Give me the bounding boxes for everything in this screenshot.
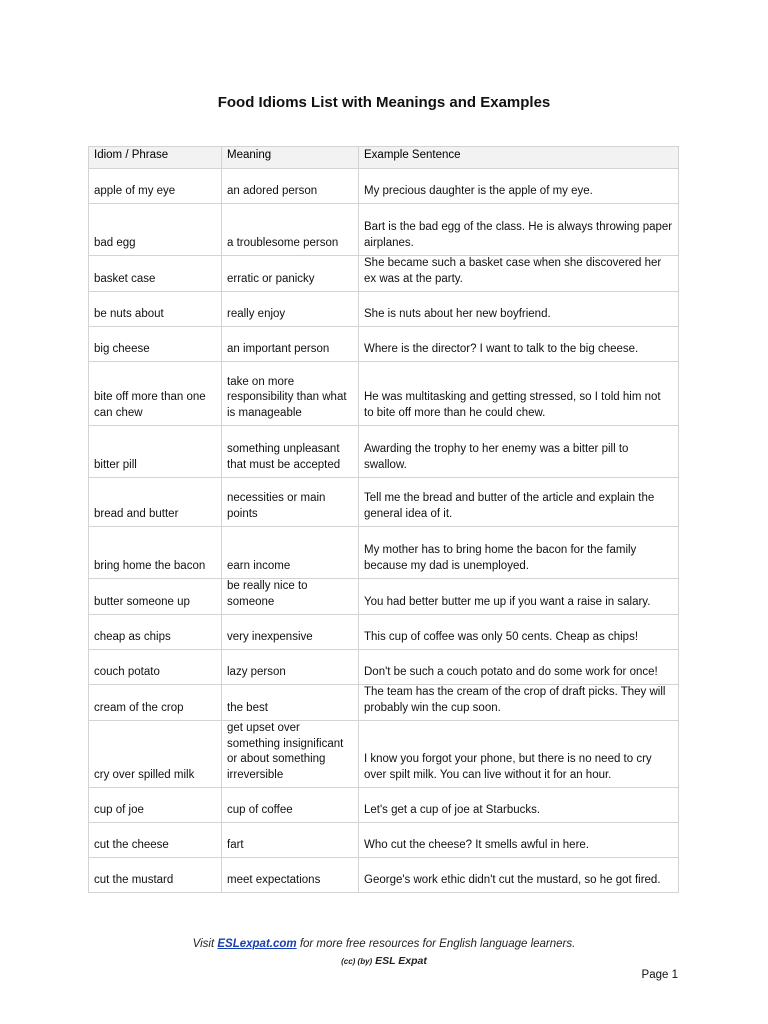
table-row <box>89 721 679 788</box>
footer-visit-line <box>0 938 768 950</box>
column-header-meaning: Meaning <box>222 147 359 169</box>
table-row <box>89 858 679 893</box>
table-row <box>89 478 679 527</box>
idiom-cell: bitter pill <box>89 426 222 478</box>
table-header-row <box>89 147 679 169</box>
example-cell: She became such a basket case when she discovered her ex was at the party. <box>359 256 679 292</box>
table-row <box>89 204 679 256</box>
example-cell: He was multitasking and getting stressed, so I told him not to bite off more than he could chew. <box>359 362 679 426</box>
idiom-cell: cut the mustard <box>89 858 222 893</box>
idiom-cell: bite off more than one can chew <box>89 362 222 426</box>
meaning-cell: an adored person <box>222 169 359 204</box>
table-row <box>89 362 679 426</box>
table-row <box>89 823 679 858</box>
example-cell: My precious daughter is the apple of my eye. <box>359 169 679 204</box>
meaning-cell: erratic or panicky <box>222 256 359 292</box>
example-cell: Let's get a cup of joe at Starbucks. <box>359 788 679 823</box>
idiom-cell: cheap as chips <box>89 615 222 650</box>
table-row <box>89 579 679 615</box>
footer-visit-suffix: for more free resources for English language learners. <box>296 938 576 950</box>
idiom-cell: cup of joe <box>89 788 222 823</box>
meaning-cell: earn income <box>222 527 359 579</box>
footer-visit-prefix: Visit <box>192 938 218 950</box>
idiom-cell: couch potato <box>89 650 222 685</box>
page-title: Food Idioms List with Meanings and Examples <box>217 94 551 111</box>
idiom-cell: big cheese <box>89 327 222 362</box>
meaning-cell: an important person <box>222 327 359 362</box>
idiom-cell: cream of the crop <box>89 685 222 721</box>
example-cell: She is nuts about her new boyfriend. <box>359 292 679 327</box>
idiom-cell: apple of my eye <box>89 169 222 204</box>
example-cell: Where is the director? I want to talk to the big cheese. <box>359 327 679 362</box>
example-cell: This cup of coffee was only 50 cents. Cheap as chips! <box>359 615 679 650</box>
table-row <box>89 169 679 204</box>
column-header-example: Example Sentence <box>359 147 679 169</box>
meaning-cell: something unpleasant that must be accepted <box>222 426 359 478</box>
meaning-cell: really enjoy <box>222 292 359 327</box>
meaning-cell: get upset over something insignificant or about something irreversible <box>222 721 359 788</box>
example-cell: Awarding the trophy to her enemy was a bitter pill to swallow. <box>359 426 679 478</box>
meaning-cell: fart <box>222 823 359 858</box>
idiom-cell: bring home the bacon <box>89 527 222 579</box>
idiom-cell: bread and butter <box>89 478 222 527</box>
table-row <box>89 788 679 823</box>
example-cell: The team has the cream of the crop of draft picks. They will probably win the cup soon. <box>359 685 679 721</box>
meaning-cell: the best <box>222 685 359 721</box>
example-cell: Don't be such a couch potato and do some work for once! <box>359 650 679 685</box>
meaning-cell: take on more responsibility than what is manageable <box>222 362 359 426</box>
column-header-idiom: Idiom / Phrase <box>89 147 222 169</box>
table-row <box>89 615 679 650</box>
example-cell: Tell me the bread and butter of the article and explain the general idea of it. <box>359 478 679 527</box>
table-row <box>89 527 679 579</box>
creative-commons-label: (cc) (by) <box>341 957 373 966</box>
example-cell: Who cut the cheese? It smells awful in here. <box>359 823 679 858</box>
idioms-table <box>88 146 679 893</box>
example-cell: My mother has to bring home the bacon for the family because my dad is unemployed. <box>359 527 679 579</box>
meaning-cell: meet expectations <box>222 858 359 893</box>
example-cell: I know you forgot your phone, but there is no need to cry over spilt milk. You can live without it for an hour. <box>359 721 679 788</box>
meaning-cell: necessities or main points <box>222 478 359 527</box>
example-cell: Bart is the bad egg of the class. He is always throwing paper airplanes. <box>359 204 679 256</box>
meaning-cell: very inexpensive <box>222 615 359 650</box>
table-row <box>89 685 679 721</box>
meaning-cell: a troublesome person <box>222 204 359 256</box>
meaning-cell: be really nice to someone <box>222 579 359 615</box>
footer-credit <box>0 955 768 967</box>
example-cell: George's work ethic didn't cut the mustard, so he got fired. <box>359 858 679 893</box>
table-row <box>89 256 679 292</box>
table-row <box>89 327 679 362</box>
idiom-cell: butter someone up <box>89 579 222 615</box>
meaning-cell: lazy person <box>222 650 359 685</box>
idiom-cell: bad egg <box>89 204 222 256</box>
table-row <box>89 292 679 327</box>
table-row <box>89 650 679 685</box>
idiom-cell: cut the cheese <box>89 823 222 858</box>
table-row <box>89 426 679 478</box>
idiom-cell: cry over spilled milk <box>89 721 222 788</box>
page-number: Page 1 <box>641 969 678 981</box>
idiom-cell: be nuts about <box>89 292 222 327</box>
idiom-cell: basket case <box>89 256 222 292</box>
credit-name: ESL Expat <box>375 955 427 967</box>
eslexpat-link[interactable]: ESLexpat.com <box>217 938 297 950</box>
meaning-cell: cup of coffee <box>222 788 359 823</box>
example-cell: You had better butter me up if you want a raise in salary. <box>359 579 679 615</box>
